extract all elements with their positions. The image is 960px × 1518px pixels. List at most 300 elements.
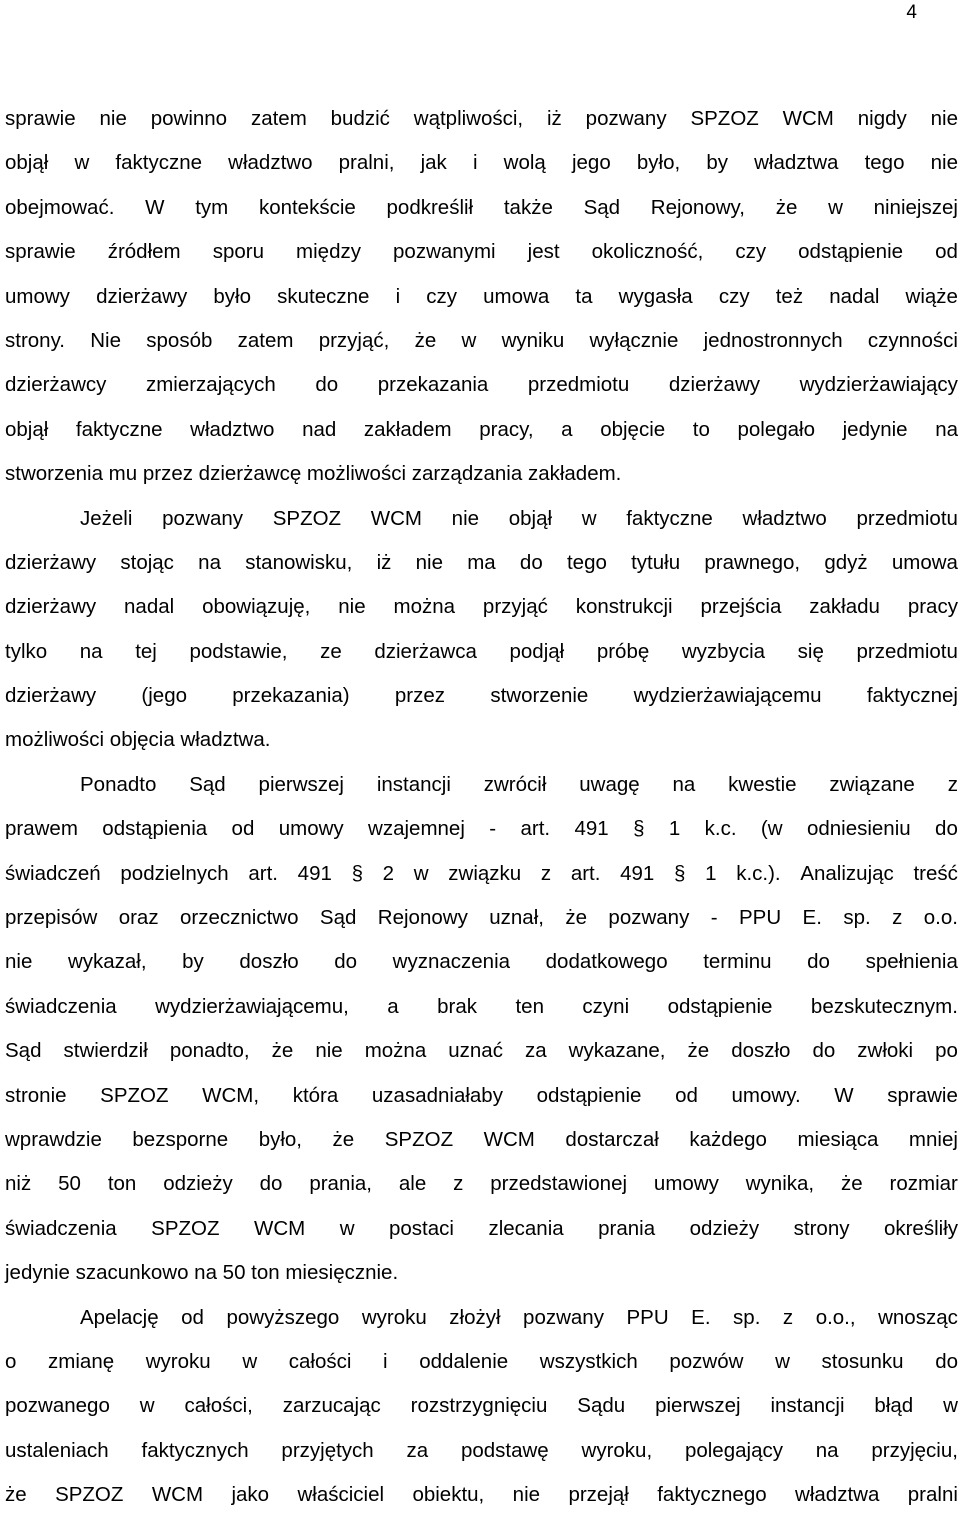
word: Sąd	[5, 1039, 42, 1063]
word: w	[74, 151, 90, 175]
word: zlecania	[488, 1216, 564, 1240]
word: Apelację	[80, 1305, 159, 1329]
word: też	[775, 284, 804, 308]
word: było,	[258, 1127, 302, 1151]
word: że	[414, 328, 437, 352]
word: na	[672, 772, 696, 796]
word: umowa	[891, 550, 958, 574]
word: polegający	[684, 1438, 783, 1462]
word: wydzierżawiającemu	[633, 684, 822, 708]
word: 491	[574, 817, 609, 841]
word: tego	[864, 151, 905, 175]
word: z	[453, 1172, 464, 1196]
word: nie	[415, 550, 443, 574]
word: doszło	[731, 1039, 791, 1063]
page-number: 4	[906, 2, 917, 23]
word: od	[231, 817, 255, 841]
word: objął	[5, 417, 49, 441]
text-line	[5, 985, 958, 1029]
word: wyroku	[145, 1349, 211, 1373]
word: §	[351, 861, 363, 885]
word: nie	[5, 950, 33, 974]
word: prawnego,	[704, 550, 801, 574]
word: 1	[705, 861, 717, 885]
word: świadczenia	[5, 1216, 117, 1240]
word: przyjęciu,	[871, 1438, 958, 1462]
word: SPZOZ	[690, 107, 759, 130]
word: na	[198, 550, 221, 574]
word: błąd	[874, 1394, 914, 1418]
word: pozwów	[669, 1349, 744, 1373]
word: nigdy	[857, 107, 907, 130]
word: stosunku	[821, 1349, 904, 1373]
word: by	[706, 151, 728, 175]
word: do	[935, 1349, 958, 1373]
word: między	[296, 240, 361, 264]
word: przez	[394, 684, 446, 708]
word: a	[561, 417, 573, 441]
word: zatem	[250, 107, 307, 130]
word: z	[782, 1305, 794, 1329]
word: umowy.	[731, 1083, 801, 1107]
word: po	[935, 1039, 958, 1063]
word: uwagę	[579, 772, 640, 796]
word: świadczenia	[5, 994, 117, 1018]
word: wolą	[503, 151, 546, 175]
word: związku	[448, 861, 522, 885]
text-line	[5, 275, 958, 319]
document-body	[5, 97, 958, 1518]
word: powyższego	[226, 1305, 340, 1329]
word: za	[524, 1039, 547, 1063]
word: każdego	[689, 1127, 767, 1151]
word: faktyczne	[115, 151, 203, 175]
word: przyjętych	[281, 1438, 374, 1462]
word: E.	[691, 1305, 711, 1329]
text-line	[5, 1207, 958, 1251]
word: iż	[376, 550, 392, 574]
word: do	[259, 1172, 283, 1196]
word: odstąpienia	[102, 817, 208, 841]
word: przepisów	[5, 906, 98, 930]
word: dzierżawy	[5, 595, 97, 619]
word: niniejszej	[873, 195, 958, 219]
word: określiły	[883, 1216, 958, 1240]
word: umowy	[653, 1172, 719, 1196]
word: brak	[437, 994, 478, 1018]
text-line	[5, 452, 958, 496]
word: Sąd	[319, 906, 357, 930]
text-line	[5, 230, 958, 274]
word: odzieży	[163, 1172, 233, 1196]
word: gdyż	[824, 550, 868, 574]
word: że	[5, 1483, 27, 1507]
word: strony	[793, 1216, 850, 1240]
word: w	[581, 506, 597, 530]
word: (jego	[141, 684, 187, 708]
text-line	[5, 630, 958, 674]
word: w	[943, 1394, 958, 1418]
word: Analizując	[800, 861, 894, 885]
word: zwrócił	[483, 772, 547, 796]
word: Rejonowy,	[650, 195, 745, 219]
text-line	[5, 763, 958, 807]
word: od	[675, 1083, 698, 1107]
word: objął	[508, 506, 553, 530]
word: budzić	[330, 107, 390, 130]
word: o.o.,	[815, 1305, 856, 1329]
word: niż	[5, 1172, 32, 1196]
word: zarzucając	[282, 1394, 381, 1418]
word: w	[413, 861, 429, 885]
word: stanowisku,	[245, 550, 353, 574]
word: w	[139, 1394, 155, 1418]
text-line	[5, 1384, 958, 1428]
word: PPU	[626, 1305, 669, 1329]
text-line	[5, 186, 958, 230]
word: Sądu	[577, 1394, 626, 1418]
word: faktycznych	[141, 1438, 249, 1462]
word: tej	[135, 639, 157, 663]
word: 491	[297, 861, 332, 885]
word: §	[674, 861, 686, 885]
text-line	[5, 1251, 958, 1295]
word: do	[334, 950, 358, 974]
word: przedmiotu	[856, 506, 958, 530]
word: w	[242, 1349, 258, 1373]
word: (w	[760, 817, 783, 841]
word: do	[519, 550, 543, 574]
word: sposób	[146, 328, 213, 352]
word: sporu	[212, 240, 264, 264]
word: wygasła	[618, 284, 693, 308]
word: faktyczne	[75, 417, 163, 441]
word: faktycznej	[866, 684, 958, 708]
word: na	[935, 417, 958, 441]
word: umowy	[278, 817, 344, 841]
word: a	[387, 994, 399, 1018]
word: obejmować.	[5, 195, 115, 219]
text-line	[5, 1162, 958, 1206]
word: WCM	[253, 1216, 306, 1240]
word: sprawie	[5, 240, 76, 264]
word: czynności	[867, 328, 958, 352]
word: sprawie	[887, 1083, 958, 1107]
text-line	[5, 1340, 958, 1384]
word: możliwości objęcia władztwa.	[5, 728, 271, 752]
word: wydzierżawiającemu,	[155, 994, 349, 1018]
word: pracy	[907, 595, 958, 619]
word: odzieży	[689, 1216, 760, 1240]
word: o.o.	[923, 906, 958, 930]
word: by	[182, 950, 204, 974]
word: nie	[99, 107, 127, 130]
word: pozwany	[162, 506, 244, 530]
word: art.	[248, 861, 278, 885]
word: WCM	[483, 1127, 535, 1151]
word: odstąpienie	[798, 240, 904, 264]
word: ze	[320, 639, 342, 663]
word: wydzierżawiający	[799, 373, 958, 397]
text-line	[5, 940, 958, 984]
word: iż	[547, 107, 562, 130]
word: podstawie,	[189, 639, 288, 663]
word: rozstrzygnięciu	[410, 1394, 548, 1418]
word: w	[461, 328, 477, 352]
word: k.c.).	[736, 861, 781, 885]
word: całości	[288, 1349, 352, 1373]
word: tytułu	[631, 550, 681, 574]
word: objął	[5, 151, 49, 175]
word: SPZOZ	[55, 1483, 124, 1507]
word: pozwanymi	[393, 240, 496, 264]
word: zmierzających	[145, 373, 276, 397]
word: z	[947, 772, 958, 796]
word: 2	[382, 861, 395, 885]
word: właściciel	[297, 1483, 385, 1507]
text-line	[5, 319, 958, 363]
text-line	[5, 674, 958, 718]
word: powinno	[150, 107, 228, 130]
word: kwestie	[728, 772, 797, 796]
word: instancji	[376, 772, 451, 796]
word: przyjąć	[482, 595, 548, 619]
word: miesiąca	[797, 1127, 879, 1151]
word: Nie	[90, 328, 122, 352]
text-line	[5, 718, 958, 762]
word: że	[841, 1172, 863, 1196]
word: i	[395, 284, 401, 308]
word: wyznaczenia	[392, 950, 511, 974]
word: ton	[107, 1172, 137, 1196]
word: nie	[338, 595, 366, 619]
word: dzierżawcy	[5, 373, 107, 397]
word: nadal	[829, 284, 880, 308]
word: bezskutecznym.	[810, 994, 958, 1018]
word: że	[332, 1127, 355, 1151]
word: jako	[231, 1483, 270, 1507]
word: konstrukcji	[575, 595, 673, 619]
word: można	[393, 595, 456, 619]
word: ma	[467, 550, 496, 574]
word: uznał,	[489, 906, 544, 930]
word: pracy,	[479, 417, 534, 441]
word: stronie	[5, 1083, 67, 1107]
text-line	[5, 141, 958, 185]
word: wyzbycia	[681, 639, 766, 663]
word: że	[775, 195, 798, 219]
word: WCM	[370, 506, 422, 530]
word: nadal	[124, 595, 175, 619]
word: podkreślił	[386, 195, 474, 219]
word: spełnienia	[865, 950, 958, 974]
text-line	[5, 852, 958, 896]
word: wszystkich	[539, 1349, 638, 1373]
text-line	[5, 1473, 958, 1517]
word: władztwo	[190, 417, 275, 441]
word: prawem	[5, 817, 78, 841]
word: umowy	[5, 284, 70, 308]
text-line	[5, 896, 958, 940]
word: że	[271, 1039, 294, 1063]
word: przekazania)	[232, 684, 350, 708]
word: faktycznego	[657, 1483, 767, 1507]
word: pozwany	[523, 1305, 604, 1329]
word: wyroku,	[581, 1438, 653, 1462]
word: wprawdzie	[5, 1127, 102, 1151]
word: jedynie	[842, 417, 908, 441]
word: pierwszej	[655, 1394, 741, 1418]
word: podzielnych	[120, 861, 229, 885]
word: władztwa	[795, 1483, 880, 1507]
word: związane	[829, 772, 915, 796]
word: art.	[520, 817, 551, 841]
word: od	[181, 1305, 204, 1329]
word: doszło	[239, 950, 299, 974]
word: uznać	[448, 1039, 503, 1063]
word: dzierżawy	[5, 550, 97, 574]
word: SPZOZ	[100, 1083, 169, 1107]
word: objęcie	[600, 417, 666, 441]
word: skuteczne	[277, 284, 370, 308]
word: w	[828, 195, 843, 219]
word: wyłącznie	[589, 328, 679, 352]
word: SPZOZ	[272, 506, 342, 530]
word: było,	[636, 151, 681, 175]
word: jest	[527, 240, 560, 264]
word: pralni	[907, 1483, 958, 1507]
word: że	[565, 906, 588, 930]
word: tym	[195, 195, 229, 219]
word: WCM	[151, 1483, 204, 1507]
word: czy	[718, 284, 750, 308]
word: całości,	[184, 1394, 253, 1418]
word: Rejonowy	[377, 906, 468, 930]
word: pierwszej	[258, 772, 344, 796]
text-line	[5, 807, 958, 851]
word: okoliczność,	[591, 240, 704, 264]
word: E.	[802, 906, 822, 930]
paragraph	[5, 97, 958, 497]
word: przejścia	[700, 595, 782, 619]
word: wynika,	[745, 1172, 815, 1196]
word: przejął	[568, 1483, 629, 1507]
word: przekazania	[377, 373, 489, 397]
word: rozmiar	[889, 1172, 958, 1196]
text-line	[5, 408, 958, 452]
word: ta	[575, 284, 593, 308]
word: stworzenia mu przez dzierżawcę możliwości zarządzania zakładem.	[5, 462, 622, 486]
word: Sąd	[189, 772, 226, 796]
word: sp.	[843, 906, 871, 930]
word: instancji	[770, 1394, 845, 1418]
text-line	[5, 1074, 958, 1118]
text-line	[5, 1429, 958, 1473]
word: 1	[668, 817, 681, 841]
word: ten	[515, 994, 544, 1018]
word: podjął	[509, 639, 565, 663]
word: kontekście	[258, 195, 356, 219]
word: stojąc	[120, 550, 174, 574]
word: z	[540, 861, 552, 885]
word: orzecznictwo	[180, 906, 299, 930]
word: wykazał,	[67, 950, 147, 974]
word: jednostronnych	[703, 328, 843, 352]
word: pozwany	[585, 107, 667, 130]
word: o	[5, 1349, 17, 1373]
word: czy	[735, 240, 767, 264]
word: jak	[420, 151, 447, 175]
word: 50	[58, 1172, 81, 1196]
word: pozwany	[608, 906, 690, 930]
paragraph	[5, 1296, 958, 1518]
word: pralni,	[338, 151, 395, 175]
word: władztwo	[228, 151, 313, 175]
paragraph	[5, 497, 958, 763]
word: PPU	[738, 906, 782, 930]
word: można	[364, 1039, 427, 1063]
word: k.c.	[704, 817, 737, 841]
word: 491	[620, 861, 655, 885]
word: tego	[566, 550, 607, 574]
word: wyroku	[361, 1305, 427, 1329]
word: -	[710, 906, 718, 930]
word: WCM	[782, 107, 834, 130]
word: dzierżawy	[96, 284, 188, 308]
word: WCM,	[202, 1083, 260, 1107]
word: świadczeń	[5, 861, 101, 885]
word: przedmiotu	[856, 639, 958, 663]
text-line	[5, 97, 958, 141]
word: i	[383, 1349, 388, 1373]
word: prania	[598, 1216, 656, 1240]
word: Sąd	[583, 195, 621, 219]
word: jego	[571, 151, 611, 175]
word: strony.	[5, 328, 65, 352]
word: -	[489, 817, 497, 841]
word: do	[935, 817, 958, 841]
word: na	[815, 1438, 839, 1462]
word: SPZOZ	[151, 1216, 220, 1240]
word: przyjąć,	[318, 328, 390, 352]
word: przedmiotu	[527, 373, 630, 397]
word: nad	[302, 417, 337, 441]
word: złożył	[449, 1305, 501, 1329]
word: polegało	[737, 417, 815, 441]
word: dzierżawca	[374, 639, 477, 663]
word: że	[687, 1039, 710, 1063]
word: i	[472, 151, 478, 175]
word: ale	[398, 1172, 427, 1196]
word: faktyczne	[626, 506, 713, 530]
word: art.	[570, 861, 601, 885]
text-line	[5, 541, 958, 585]
word: zatem	[237, 328, 294, 352]
word: terminu	[703, 950, 772, 974]
word: się	[797, 639, 824, 663]
word: z	[892, 906, 903, 930]
word: która	[292, 1083, 339, 1107]
word: odniesieniu	[806, 817, 911, 841]
word: do	[812, 1039, 836, 1063]
word: umowa	[483, 284, 550, 308]
word: nie	[451, 506, 480, 530]
text-line	[5, 497, 958, 541]
word: nie	[315, 1039, 343, 1063]
word: wykazane,	[568, 1039, 666, 1063]
word: odstąpienie	[536, 1083, 642, 1107]
word: wnosząc	[878, 1305, 958, 1329]
